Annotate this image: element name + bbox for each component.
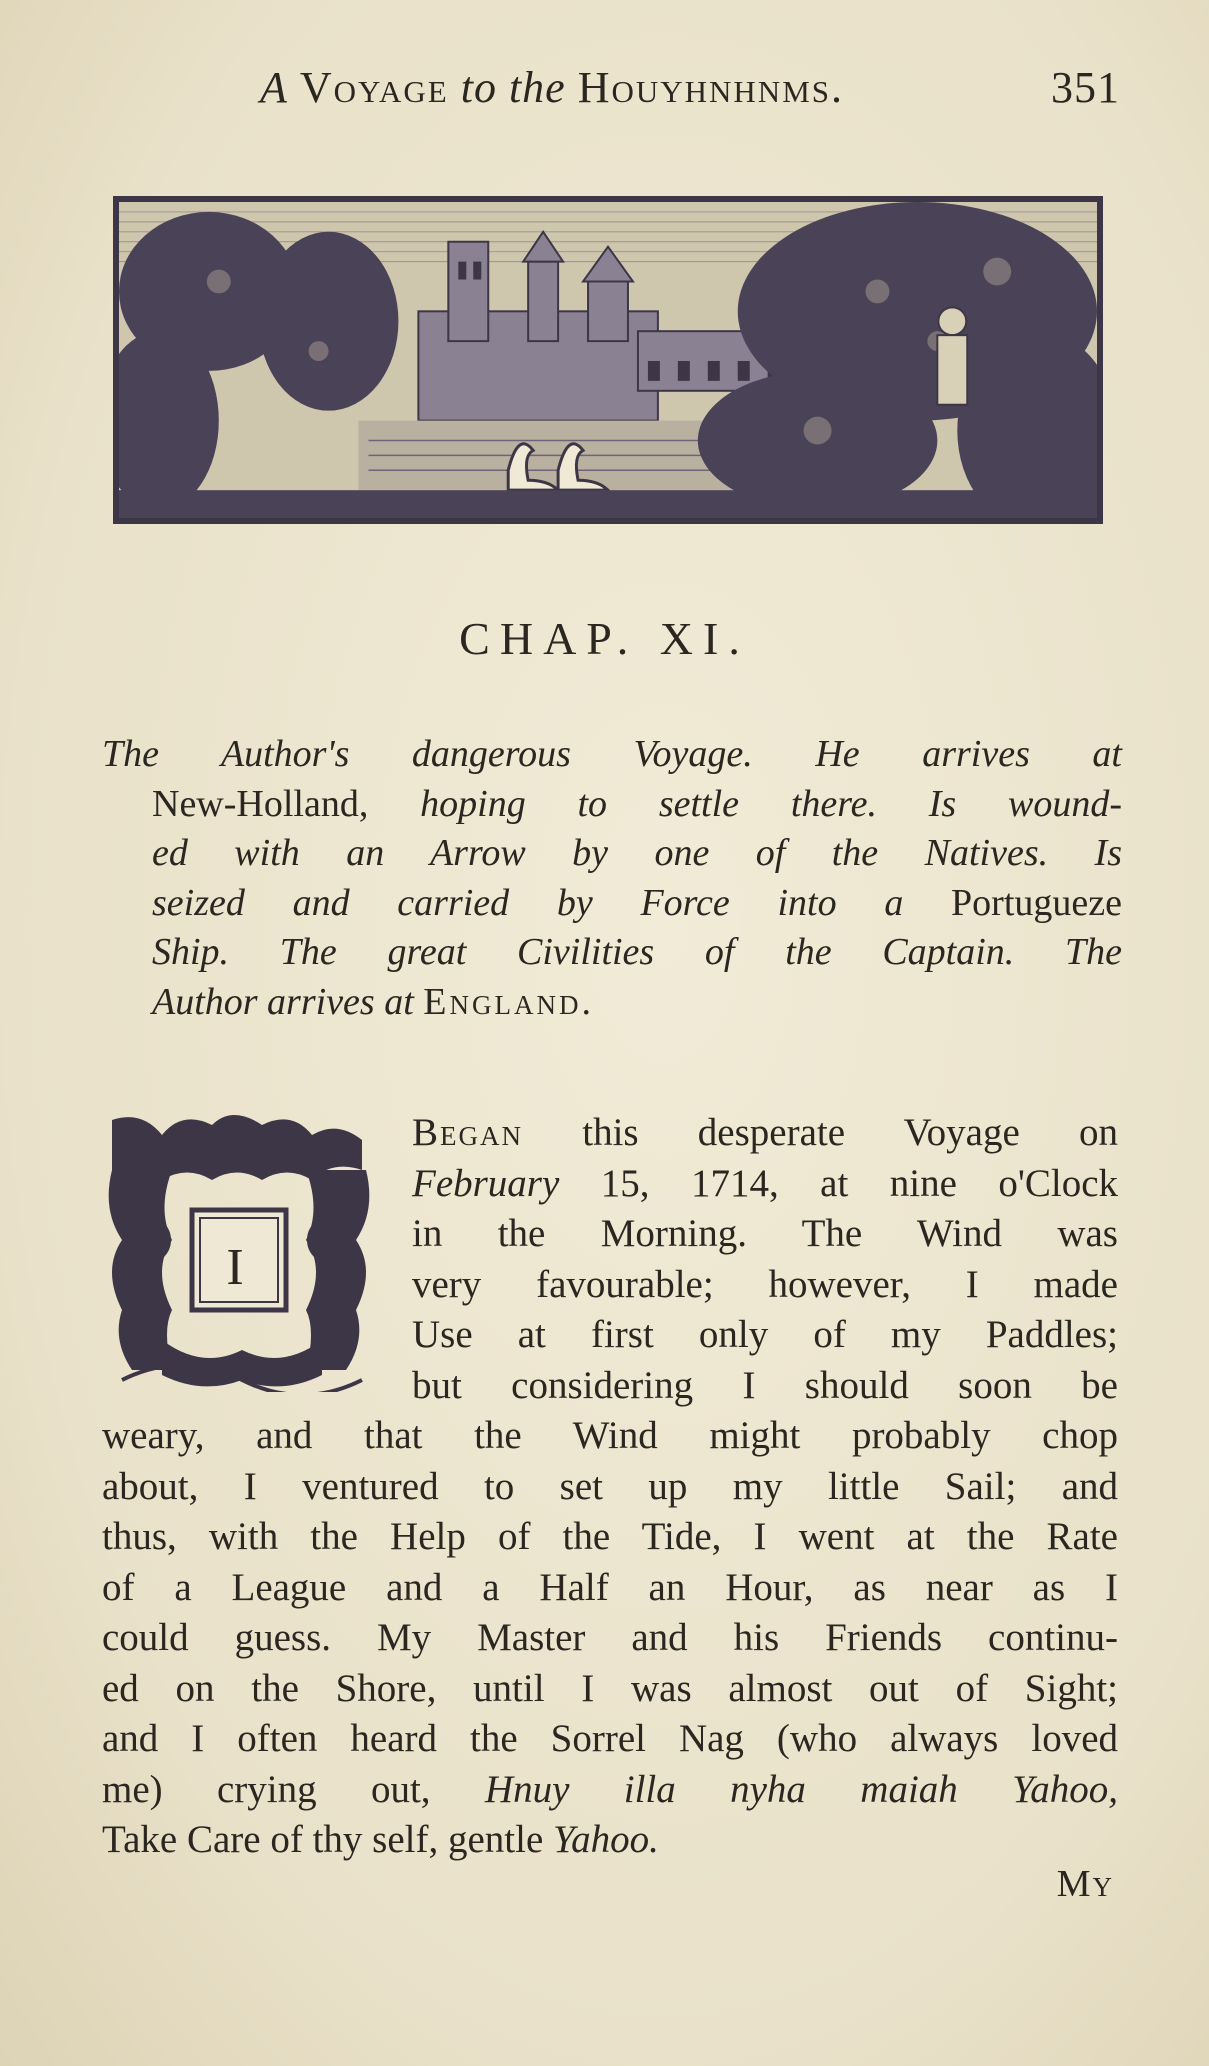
catchword: My <box>1056 1863 1114 1905</box>
summary-line: seized and carried by Force into a Portugueze <box>152 881 1122 924</box>
summary-line: Ship. The great Civilities of the Captain. The <box>152 931 1122 973</box>
running-title <box>260 62 844 113</box>
summary-line: ed with an Arrow by one of the Natives. Is <box>152 832 1122 874</box>
chapter-summary <box>102 730 1123 1027</box>
text-line: weary, and that the Wind might probably chop <box>102 1414 1118 1457</box>
text-line: about, I ventured to set up my little Sail; and <box>102 1464 1118 1508</box>
summary-line: The Author's dangerous Voyage. He arrives at <box>102 733 1122 775</box>
body-paragraph <box>102 1108 1118 1866</box>
text-line: could guess. My Master and his Friends continu- <box>102 1616 1118 1659</box>
initial-letter: I <box>226 1239 244 1296</box>
running-title-article: A <box>260 63 288 112</box>
running-title-place: Houyhnhnms. <box>577 63 844 112</box>
page-number: 351 <box>1051 63 1120 112</box>
woodcut-landscape-illustration <box>119 202 1097 518</box>
text-line: Use at first only of my Paddles; <box>412 1313 1118 1356</box>
text-line: very favourable; however, I made <box>412 1262 1118 1306</box>
text-line: Take Care of thy self, gentle Yahoo. <box>102 1818 659 1861</box>
text-line: Began this desperate Voyage on <box>412 1111 1118 1154</box>
headpiece-woodcut <box>113 196 1103 524</box>
text-line: February 15, 1714, at nine o'Clock <box>412 1161 1119 1205</box>
running-head <box>260 62 1120 122</box>
summary-line: New-Holland, hoping to settle there. Is wound- <box>152 782 1123 825</box>
text-line: in the Morning. The Wind was <box>412 1212 1118 1255</box>
text-line: thus, with the Help of the Tide, I went at the Rate <box>102 1515 1118 1558</box>
text-line: of a League and a Half an Hour, as near as I <box>102 1565 1118 1609</box>
summary-line: Author arrives at England. <box>152 980 594 1023</box>
running-title-to-the: to the <box>460 63 566 112</box>
text-line: and I often heard the Sorrel Nag (who always loved <box>102 1717 1118 1760</box>
text-line: me) crying out, Hnuy illa nyha maiah Yahoo, <box>102 1767 1118 1811</box>
running-title-voyage: Voyage <box>299 63 449 112</box>
text-line: ed on the Shore, until I was almost out of Sight; <box>102 1666 1118 1710</box>
text-line: but considering I should soon be <box>412 1363 1118 1407</box>
chapter-title: CHAP. XI. <box>459 613 750 664</box>
